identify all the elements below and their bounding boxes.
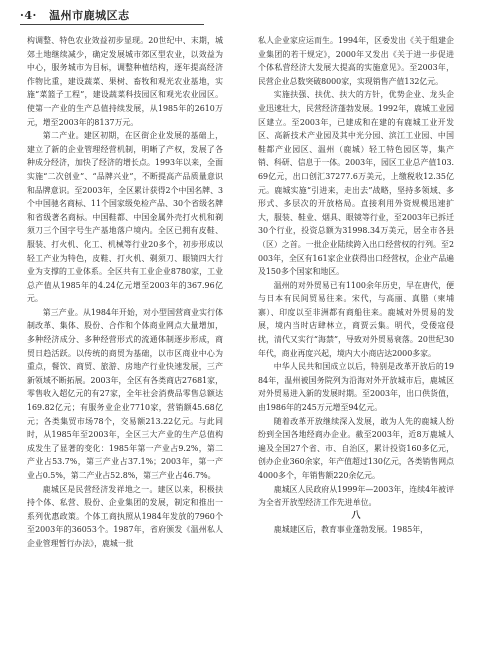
book-title: 温州市鹿城区志 xyxy=(49,9,130,22)
paragraph: 实施扶强、扶优、扶大的方针，优势企业、龙头企业迅速壮大，民营经济蓬勃发展。1992年，鹿城工业园区建立。至2003年，已建成和在建的有鹿城工业开发区、高新技术产业园及其中光分园、滨江工业园、中国鞋都产业园区、温州（鹿城）轻工特色园区等，集产销、科研、信息于一体。2003年，园区工业总产值103.69亿元，出口创汇37277.6万美元，上缴税收12.35亿元。鹿城实施“引进来，走出去”战略，坚持多领域、多形式、多层次的开放格局。直接利用外资规模迅速扩大，服装、鞋业、烟具、眼镜等行业，至2003年已拆迁30个行业，投资总额为31998.34万美元，居全市各县（区）之首。一批企业陆续跨入出口经营权的行列。至2003年，全区有161家企业获得出口经营权，企业产品遍及150多个国家和地区。 xyxy=(258,90,454,277)
paragraph: 随着改革开放继续深入发展，敢为人先的鹿城人纷纷到全国各地经商办企业。截至2003年，近8万鹿城人遍及全国27个省、市、自治区，累计投资160多亿元，创办企业360余家，年产值超过130亿元，各类销售网点4000多个，年销售额220余亿元。 xyxy=(258,416,454,480)
paragraph: 第三产业。从1984年开始，对小型国营商业实行体制改革、集体、股份、合作和个体商业网点大量增加，多种经济成分、多种经营形式的流通体制逐步形成，商贸日趋活跃。以传统的商贸为基础，以市区商业中心为重点，餐饮、商贸、旅游、房地产行业快速发展，三产新领域不断拓展。2003年，全区有各类商店27681家，零售收入超亿元的有27家，全年社会消费品零售总额达169.82亿元；有服务业企业7710家，营销额45.68亿元；各类集贸市场78个，交易额213.22亿元。与此同时，从1985年至2003年，全区三大产业的生产总值构成发生了显著的变化：1985年第一产业占9.2%，第二产业占53.7%，第三产业占37.1%；2003年，第一产业占0.5%，第二产业占52.8%，第三产业占46.7%。 xyxy=(27,307,223,480)
paragraph: 中华人民共和国成立以后，特别是改革开放后的1984年，温州被国务院列为沿海对外开放城市后，鹿城区对外贸易进入新的发展时期。至2003年，出口供货值，由1986年的245万元增至94亿元。 xyxy=(258,362,454,413)
paragraph: 第二产业。建区初期，在区街企业发展的基础上，建立了新的企业管理经营机制，明晰了产权，发展了各种成分经济，加快了经济的增长点。1993年以来，全面实施“二次创业”、“品牌兴业”，不断提高产品质量意识和品牌意识。至2003年，全区累计获得2个中国名牌、3个中国驰名商标、11个国家级免检产品、30个省级名牌和省级著名商标。中国鞋都、中国金属外壳打火机和剃须刀三个国字号生产基地落户境内。全区已拥有皮鞋、服装、打火机、化工、机械等行业20多个，初步形成以轻工产业为特色，皮鞋、打火机、剃须刀、眼镜四大行业为支撑的工业体系。全区共有工业企业8780家，工业总产值从1985年的4.24亿元增至2003年的367.96亿元。 xyxy=(27,131,223,304)
header-rule xyxy=(20,24,204,25)
paragraph: 鹿城建区后，教育事业蓬勃发展。1985年， xyxy=(273,525,429,535)
right-column xyxy=(258,34,454,646)
page-header xyxy=(20,7,460,25)
paragraph: 私人企业家应运而生。1994年，区委发出《关于组建企业集团的若干规定》，2000年又发出《关于进一步促进个体私营经济大发展大提高的实施意见》。至2003年，民营企业总数突破8000家，实现销售产值132亿元。 xyxy=(258,36,454,86)
left-column xyxy=(27,34,223,646)
paragraph: 鹿城区是民营经济发祥地之一。建区以来，积极扶持个体、私营、股份、企业集团的发展，制定和推出一系列优惠政策。个体工商执照从1984年发放的7960个至2003年的36053个。1987年，省府颁发《温州私人企业管理暂行办法》，鹿城一批 xyxy=(27,484,223,548)
section-heading: 八 xyxy=(351,510,361,521)
paragraph: 温州的对外贸易已有1100余年历史，早在唐代，便与日本有民间贸易往来。宋代，与高丽、真腊（柬埔寨）、印度以至非洲都有商船往来。鹿城对外贸易的发展，境内当时店肆林立，商贾云集。明代，受倭寇侵扰，清代又实行“海禁”，导致对外贸易衰落。20世纪30年代，商业再度兴起，境内大小商店达2000多家。 xyxy=(258,280,454,358)
paragraph: 鹿城区人民政府从1999年—2003年，连续4年被评为全省开放型经济工作先进单位。 xyxy=(258,484,454,508)
page-number: ·4· xyxy=(20,9,37,22)
paragraph: 构调整、特色农业效益初步显现。20世纪中、末期，城郊土地继续减少，确定发展城市郊区型农业，以效益为中心，服务城市为目标，调整种植结构，逐年提高经济作物比重，建设蔬菜、果树、畜牧和观光农业基地，实施“菜篮子工程”，建设蔬菜科技园区和观光农业园区。使第一产业的生产总值持续发展，从1985年的2610万元，增至2003年的8137万元。 xyxy=(27,36,223,127)
